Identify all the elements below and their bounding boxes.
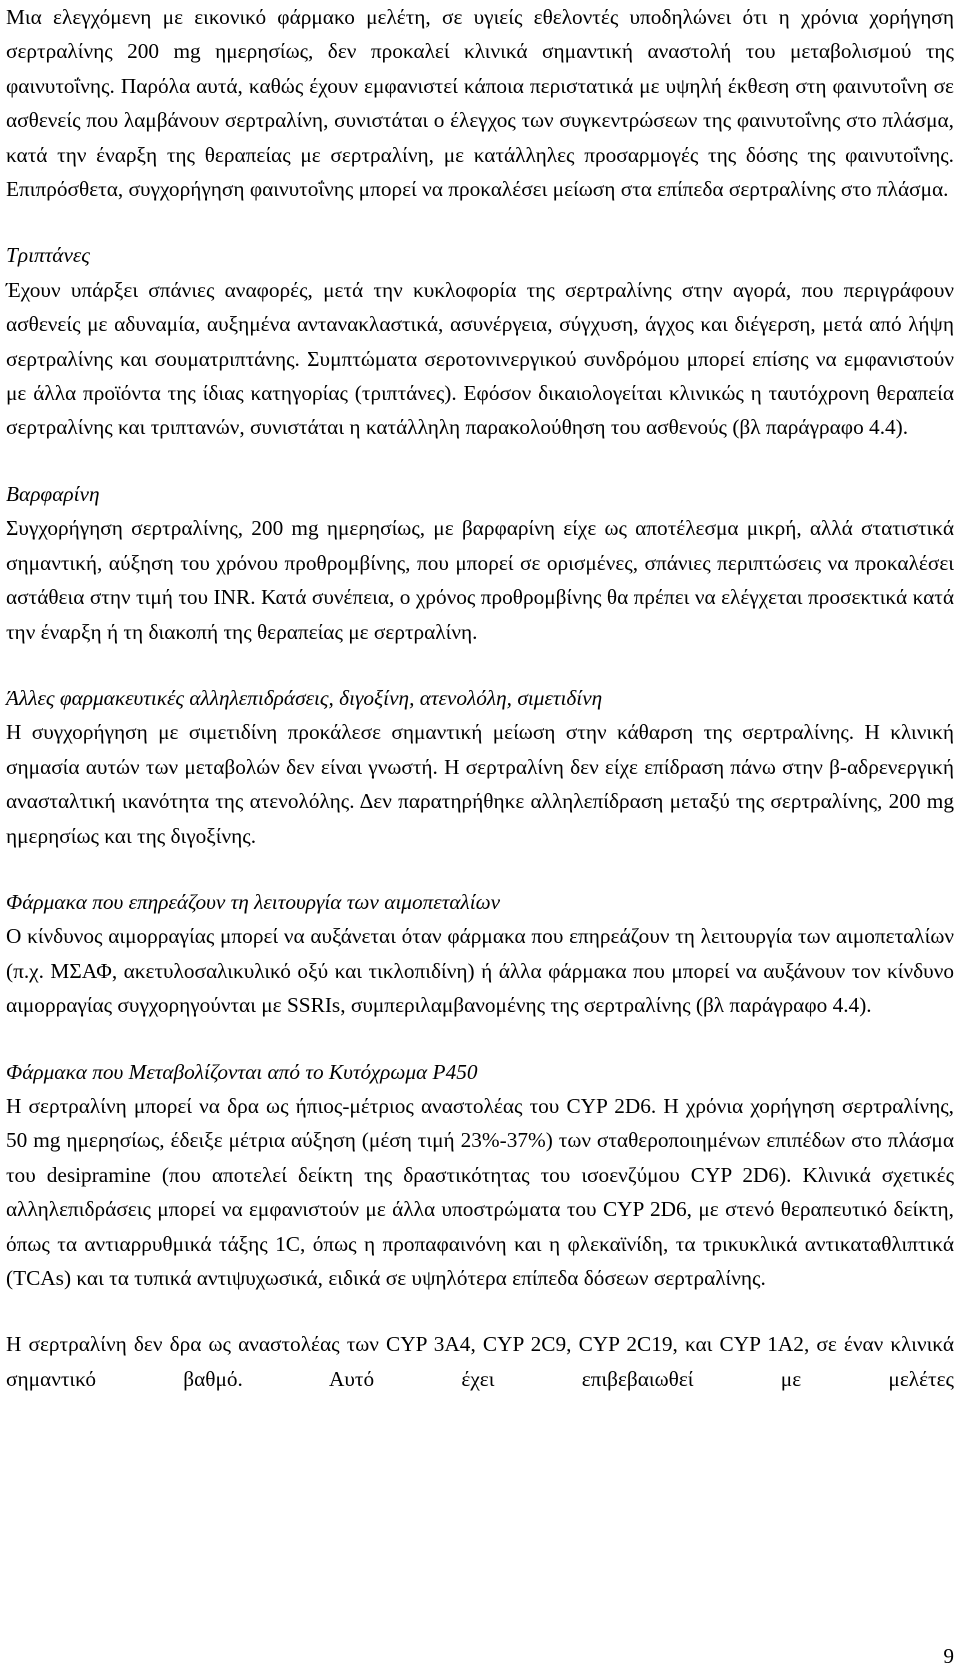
section-paragraph-triptans: Έχουν υπάρξει σπάνιες αναφορές, μετά την κυκλοφορία της σερτραλίνης στην αγορά, που περιγράφουν ασθενείς με αδυναμία, αυξημένα αντανακλαστικά, ασυνέργεια, σύγχυση, άγχος και διέγερση, μετά από λήψη σερτραλίνης και σουματριπτάνης. Συμπτώματα σεροτονινεργικού συνδρόμου μπορεί επίσης να εμφανιστούν με άλλα προϊόντα της ίδιας κατηγορίας (τριπτάνες). Εφόσον δικαιολογείται κλινικώς η ταυτόχρονη θεραπεία σερτραλίνης και τριπτανών, συνιστάται η κατάλληλη παρακολούθηση του ασθενούς (βλ παράγραφο 4.4). <box>6 277 954 440</box>
section-heading-triptans: Τριπτάνες <box>6 243 90 268</box>
section-gap <box>6 853 954 885</box>
section-gap <box>6 1295 954 1327</box>
closing-paragraph: Η σερτραλίνη δεν δρα ως αναστολέας των CYP 3A4, CYP 2C9, CYP 2C19, και CYP 1A2, σε έναν κλινικά σημαντικό βαθμό. Αυτό έχει επιβεβαιωθεί με μελέτες <box>6 1332 954 1391</box>
section-heading-other-interactions: Άλλες φαρμακευτικές αλληλεπιδράσεις, διγοξίνη, ατενολόλη, σιμετιδίνη <box>6 685 603 710</box>
section-heading-platelet-drugs: Φάρμακα που επηρεάζουν τη λειτουργία των αιμοπεταλίων <box>6 889 501 914</box>
section-paragraph-other-interactions: Η συγχορήγηση με σιμετιδίνη προκάλεσε σημαντική μείωση στην κάθαρση της σερτραλίνης. Η κλινική σημασία αυτών των μεταβολών δεν είναι γνωστή. Η σερτραλίνη δεν είχε επίδραση πάνω στην β-αδρενεργική ανασταλτική ικανότητα της ατενολόλης. Δεν παρατηρήθηκε αλληλεπίδραση μεταξύ της σερτραλίνης, 200 mg ημερησίως και της διγοξίνης. <box>6 720 954 848</box>
page-number: 9 <box>943 1644 954 1668</box>
section-paragraph-cyp450: Η σερτραλίνη μπορεί να δρα ως ήπιος-μέτριος αναστολέας του CYP 2D6. Η χρόνια χορήγηση σερτραλίνης, 50 mg ημερησίως, έδειξε μέτρια αύξηση (μέση τιμή 23%-37%) των σταθεροποιημένων επιπέδων στο πλάσμα του desipramine (που αποτελεί δείκτη της δραστικότητας του ισοενζύμου CYP 2D6). Κλινικά σχετικές αλληλεπιδράσεις μπορεί να εμφανιστούν με άλλα υποστρώματα του CYP 2D6, με στενό θεραπευτικό δείκτη, όπως τα αντιαρρυθμικά τάξης 1C, όπως η προπαφαινόνη και η φλεκαϊνίδη, τα τρικυκλικά αντικαταθλιπτικά (TCAs) και τα τυπικά αντιψυχωσικά, ειδικά σε υψηλότερα επίπεδα δόσεων σερτραλίνης. <box>6 1093 954 1290</box>
section-heading-warfarin: Βαρφαρίνη <box>6 481 100 506</box>
document-page <box>6 0 954 1396</box>
section-gap <box>6 206 954 238</box>
section-gap <box>6 649 954 681</box>
section-gap <box>6 445 954 477</box>
section-paragraph-warfarin: Συγχορήγηση σερτραλίνης, 200 mg ημερησίως, με βαρφαρίνη είχε ως αποτέλεσμα μικρή, αλλά στατιστικά σημαντική, αύξηση του χρόνου προθρομβίνης, που μπορεί σε ορισμένες, σπάνιες περιπτώσεις να προκαλέσει αστάθεια στην τιμή του INR. Κατά συνέπεια, ο χρόνος προθρομβίνης θα πρέπει να ελέγχεται προσεκτικά κατά την έναρξη ή τη διακοπή της θεραπείας με σερτραλίνη. <box>6 516 954 644</box>
section-gap <box>6 1023 954 1055</box>
section-paragraph-platelet-drugs: Ο κίνδυνος αιμορραγίας μπορεί να αυξάνεται όταν φάρμακα που επηρεάζουν τη λειτουργία των αιμοπεταλίων (π.χ. ΜΣΑΦ, ακετυλοσαλικυλικό οξύ και τικλοπιδίνη) ή άλλα φάρμακα που μπορεί να αυξάνουν τον κίνδυνο αιμορραγίας συγχορηγούνται με SSRIs, συμπεριλαμβανομένης της σερτραλίνης (βλ παράγραφο 4.4). <box>6 924 954 1018</box>
intro-paragraph: Μια ελεγχόμενη με εικονικό φάρμακο μελέτη, σε υγιείς εθελοντές υποδηλώνει ότι η χρόνια χορήγηση σερτραλίνης 200 mg ημερησίως, δεν προκαλεί κλινικά σημαντική αναστολή του μεταβολισμού της φαινυτοΐνης. Παρόλα αυτά, καθώς έχουν εμφανιστεί κάποια περιστατικά με υψηλή έκθεση στη φαινυτοΐνη σε ασθενείς που λαμβάνουν σερτραλίνη, συνιστάται ο έλεγχος των συγκεντρώσεων της φαινυτοΐνης στο πλάσμα, κατά την έναρξη της θεραπείας με σερτραλίνη, με κατάλληλες προσαρμογές της δόσης της φαινυτοΐνης. Επιπρόσθετα, συγχορήγηση φαινυτοΐνης μπορεί να προκαλέσει μείωση στα επίπεδα σερτραλίνης στο πλάσμα. <box>6 5 954 202</box>
section-heading-cyp450: Φάρμακα που Μεταβολίζονται από το Κυτόχρωμα P450 <box>6 1059 478 1084</box>
